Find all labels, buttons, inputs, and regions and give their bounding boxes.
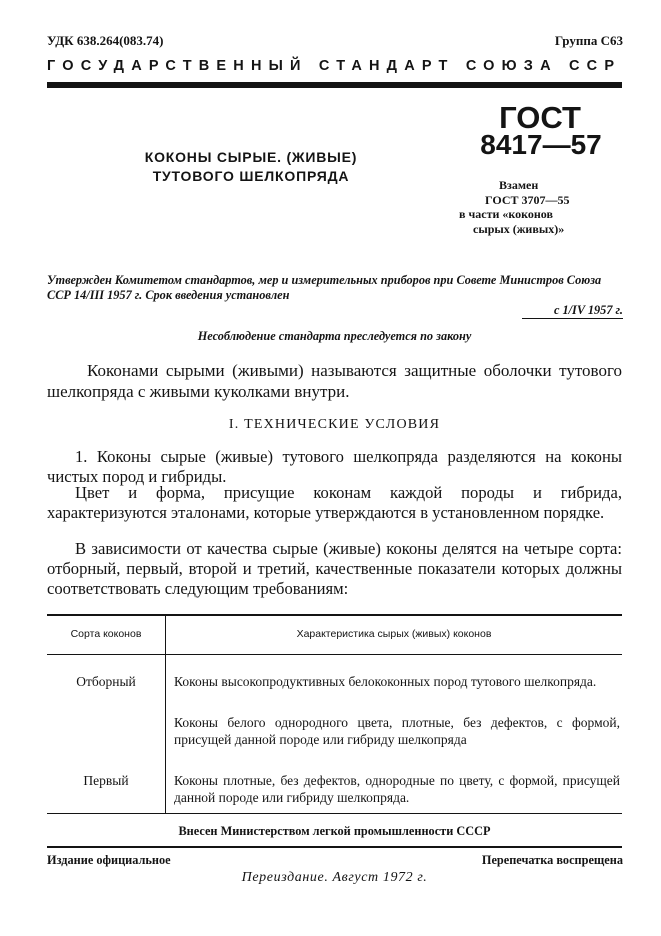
table-row-text: Коконы белого однородного цвета, плотные, без дефектов, с формой, присущей данной породе или гибриду шелкопряда — [174, 715, 620, 747]
header-rule — [47, 82, 622, 88]
reissue-note: Переиздание. Август 1972 г. — [241, 870, 428, 885]
official-edition: Издание официальное — [47, 853, 171, 867]
table-bottom-rule — [47, 813, 622, 814]
replacement-line-2: ГОСТ 3707—55 — [485, 192, 570, 207]
table-header-grade: Сорта коконов — [70, 628, 142, 640]
definition-paragraph: Коконами сырыми (живыми) называются защитные оболочки тутового шелкопряда с живыми куколками внутри. — [47, 361, 622, 401]
introduced-by: Внесен Министерством легкой промышленности СССР — [178, 824, 491, 838]
udk-code: УДК 638.264(083.74) — [47, 33, 164, 48]
section-title: I. ТЕХНИЧЕСКИЕ УСЛОВИЯ — [228, 417, 441, 432]
table-header-characteristics: Характеристика сырых (живых) коконов — [296, 628, 492, 640]
paragraph-1: 1. Коконы сырые (живые) тутового шелкопряда разделяются на коконы чистых пород и гибриды. — [47, 447, 622, 487]
approval-text: Утвержден Комитетом стандартов, мер и измерительных приборов при Совете Министров Союза ССР 14/III 1957 г. Срок введения установлен — [47, 273, 602, 302]
title-line-2: ТУТОВОГО ШЕЛКОПРЯДА — [152, 168, 350, 184]
state-standard-banner: ГОСУДАРСТВЕННЫЙ СТАНДАРТ СОЮЗА ССР — [47, 58, 622, 74]
table-row-grade: Отборный — [76, 674, 136, 689]
replacement-line-3: в части «коконов — [459, 207, 553, 221]
table-row-grade: Первый — [83, 773, 129, 788]
prosecution-note: Несоблюдение стандарта преследуется по закону — [197, 329, 472, 343]
date-underline — [522, 318, 623, 319]
gost-label: ГОСТ — [499, 100, 581, 135]
paragraph-3: В зависимости от качества сырые (живые) коконы делятся на четыре сорта: отборный, первый, второй и третий, качественные показатели которых должны соответствовать следующим требованиям: — [47, 539, 622, 599]
gost-number: 8417—57 — [480, 129, 602, 160]
effective-date: с 1/IV 1957 г. — [553, 303, 623, 317]
table-header-rule — [47, 654, 622, 655]
document-title — [136, 148, 366, 186]
title-line-1: КОКОНЫ СЫРЫЕ. (ЖИВЫЕ) — [144, 149, 358, 165]
footer-rule — [47, 846, 622, 848]
replacement-line-1: Взамен — [499, 178, 539, 192]
table-row-text: Коконы плотные, без дефектов, однородные по цвету, с формой, присущей данной породе или гибриду шелкопряда. — [174, 773, 620, 805]
paragraph-2: Цвет и форма, присущие коконам каждой породы и гибрида, характеризуются эталонами, которые утверждаются в установленном порядке. — [47, 483, 622, 523]
table-column-divider — [165, 616, 166, 813]
table-top-rule — [47, 614, 622, 616]
replacement-note — [459, 178, 624, 236]
replacement-line-4: сырых (живых)» — [473, 221, 565, 236]
reprint-prohibited: Перепечатка воспрещена — [481, 853, 623, 867]
grades-table — [47, 614, 622, 814]
group-code: Группа С63 — [554, 33, 623, 48]
table-row-text: Коконы высокопродуктивных белококонных пород тутового шелкопряда. — [174, 674, 597, 689]
